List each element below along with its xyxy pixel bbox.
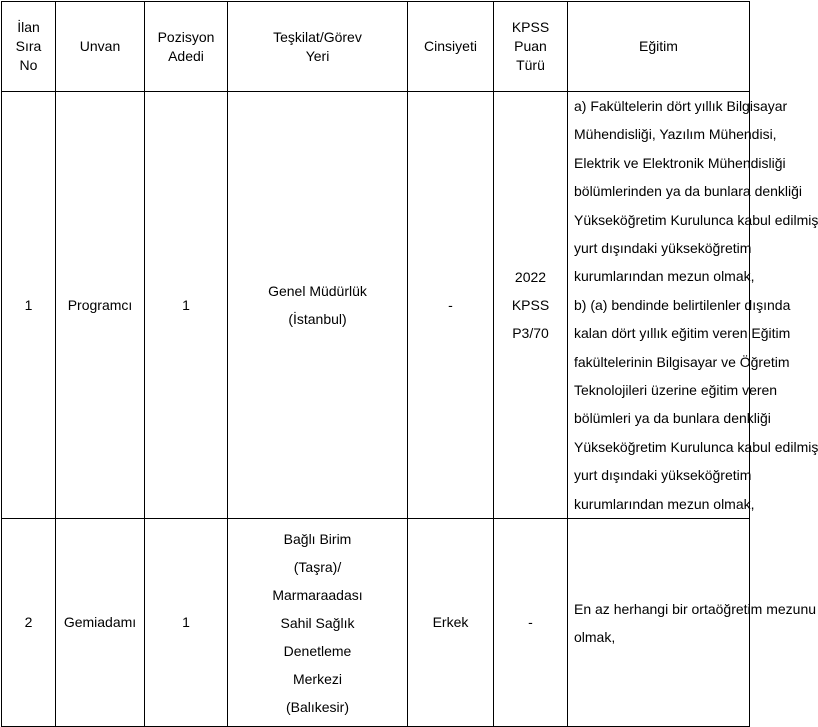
- header-cinsiyet: Cinsiyeti: [408, 2, 494, 92]
- cell-teskilat: Bağlı Birim (Taşra)/ Marmaraadası Sahil Sağlık Denetleme Merkezi (Balıkesir): [228, 519, 408, 727]
- cell-egitim: En az herhangi bir ortaöğretim mezunu olmak,: [568, 519, 750, 727]
- table-row: [2, 92, 750, 519]
- cell-pozisyon-adedi: 1: [145, 92, 228, 519]
- cell-cinsiyet: -: [408, 92, 494, 519]
- cell-pozisyon-adedi: 1: [145, 519, 228, 727]
- header-unvan: Unvan: [56, 2, 145, 92]
- cell-teskilat: Genel Müdürlük (İstanbul): [228, 92, 408, 519]
- cell-sira-no: 2: [2, 519, 56, 727]
- header-kpss-puan-turu: KPSS Puan Türü: [494, 2, 568, 92]
- header-pozisyon-adedi: Pozisyon Adedi: [145, 2, 228, 92]
- cell-unvan: Gemiadamı: [56, 519, 145, 727]
- header-row: [2, 2, 750, 92]
- cell-sira-no: 1: [2, 92, 56, 519]
- cell-kpss: 2022 KPSS P3/70: [494, 92, 568, 519]
- header-egitim: Eğitim: [568, 2, 750, 92]
- header-ilan-sira-no: İlan Sıra No: [2, 2, 56, 92]
- cell-kpss: -: [494, 519, 568, 727]
- job-posting-table: [1, 1, 818, 727]
- cell-cinsiyet: Erkek: [408, 519, 494, 727]
- cell-unvan: Programcı: [56, 92, 145, 519]
- table-row: [2, 519, 750, 727]
- header-teskilat-gorev-yeri: Teşkilat/Görev Yeri: [228, 2, 408, 92]
- cell-egitim: a) Fakültelerin dört yıllık Bilgisayar Mühendisliği, Yazılım Mühendisi, Elektrik ve Elektronik Mühendisliği bölümlerinden ya da bunlara denkliği Yükseköğretim Kurulunca kabul edilmiş yurt dışındaki yükseköğretim kurumlarından mezun olmak, b) (a) bendinde belirtilenler dışında kalan dört yıllık eğitim veren Eğitim fakültelerinin Bilgisayar ve Öğretim Teknolojileri üzerine eğitim veren bölümleri ya da bunlara denkliği Yükseköğretim Kurulunca kabul edilmiş yurt dışındaki yükseköğretim kurumlarından mezun olmak,: [568, 92, 750, 519]
